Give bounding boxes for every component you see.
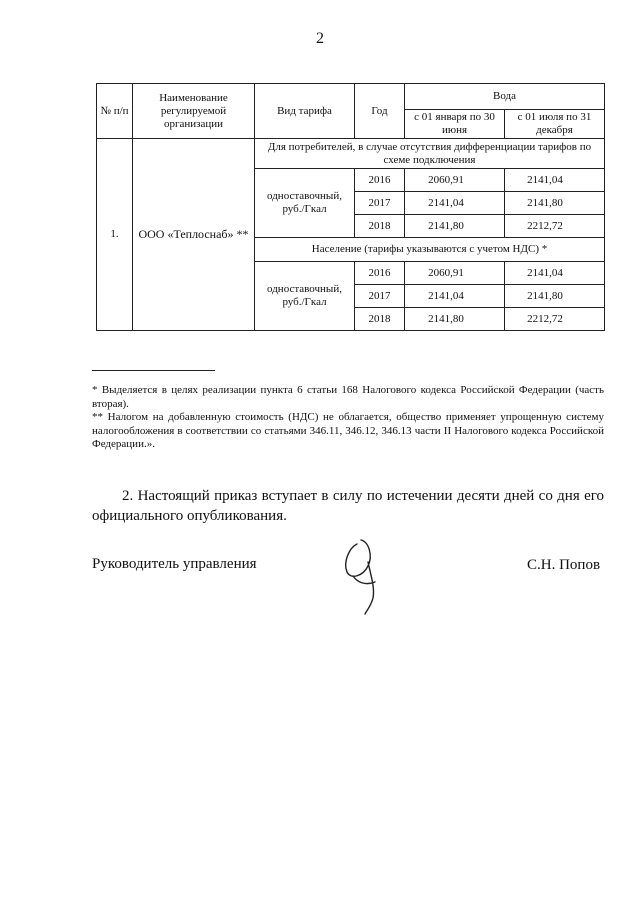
value-cell: 2141,04: [505, 169, 605, 192]
footnote: * Выделяется в целях реализации пункта 6 статьи 168 Налогового кодекса Российской Федерации (часть вторая).: [92, 384, 604, 410]
value-cell: 2060,91: [405, 262, 505, 285]
value-cell: 2141,04: [405, 285, 505, 308]
value-cell: 2141,04: [405, 192, 505, 215]
year-cell: 2018: [355, 215, 405, 238]
signatory-name: С.Н. Попов: [527, 557, 601, 573]
year-cell: 2017: [355, 192, 405, 215]
handwritten-signature: [335, 536, 395, 616]
header-year: Год: [355, 84, 405, 139]
value-cell: 2141,80: [405, 308, 505, 331]
section-title: Население (тарифы указываются с учетом НДС) *: [255, 238, 605, 262]
header-group-water: Вода: [405, 84, 605, 110]
year-cell: 2017: [355, 285, 405, 308]
header-org: Наименование регулируемой организации: [133, 84, 255, 139]
value-cell: 2141,80: [405, 215, 505, 238]
footnote: ** Налогом на добавленную стоимость (НДС) не облагается, общество применяет упрощенную систему налогообложения в соответствии со статьями 346.11, 346.12, 346.13 части II Налогового кодекса Российской Федерации.».: [92, 411, 604, 450]
value-cell: 2060,91: [405, 169, 505, 192]
tariff-type: одноставочный, руб./Гкал: [255, 262, 355, 331]
signatory-position: Руководитель управления: [92, 556, 257, 572]
header-tariff-type: Вид тарифа: [255, 84, 355, 139]
year-cell: 2016: [355, 262, 405, 285]
header-num: № п/п: [97, 84, 133, 139]
year-cell: 2018: [355, 308, 405, 331]
row-number: 1.: [97, 139, 133, 331]
value-cell: 2141,80: [505, 285, 605, 308]
value-cell: 2141,04: [505, 262, 605, 285]
value-cell: 2212,72: [505, 308, 605, 331]
tariff-table: [96, 83, 605, 331]
organization-name: ООО «Теплоснаб» **: [133, 139, 255, 331]
value-cell: 2141,80: [505, 192, 605, 215]
value-cell: 2212,72: [505, 215, 605, 238]
section-title: Для потребителей, в случае отсутствия дифференциации тарифов по схеме подключения: [255, 139, 605, 169]
header-period-1: с 01 января по 30 июня: [405, 110, 505, 139]
tariff-type: одноставочный, руб./Гкал: [255, 169, 355, 238]
header-period-2: с 01 июля по 31 декабря: [505, 110, 605, 139]
footnote-separator: [92, 370, 215, 371]
page-number: 2: [316, 30, 324, 47]
body-paragraph: 2. Настоящий приказ вступает в силу по истечении десяти дней со дня его официального опубликования.: [92, 488, 604, 524]
year-cell: 2016: [355, 169, 405, 192]
